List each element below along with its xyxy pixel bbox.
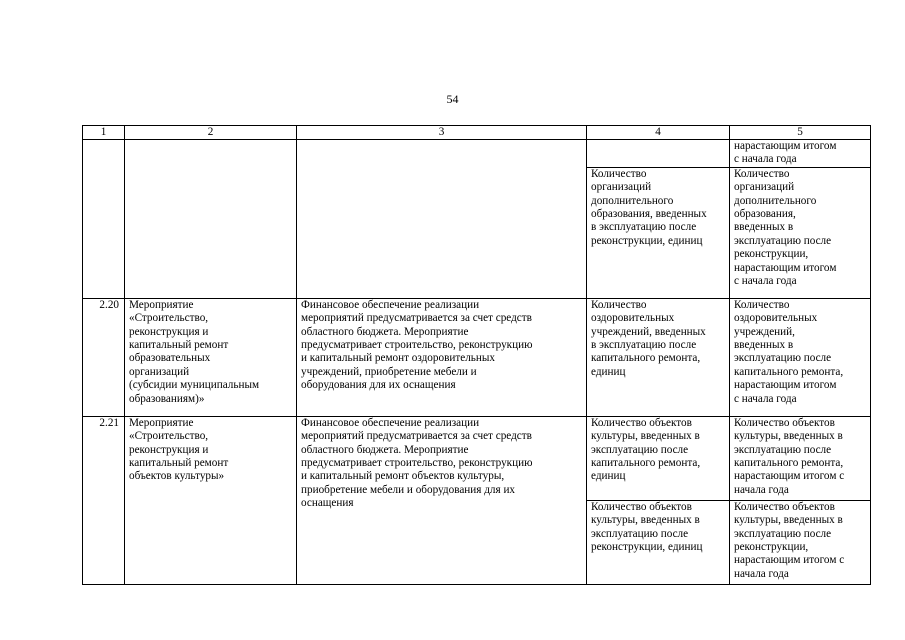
- cumulative-indicator-cell: Количество объектов культуры, введенных в эксплуатацию после реконструкции, нарастающим итогом с начала года: [730, 500, 871, 584]
- cont-cumulative-cell: нарастающим итогом с начала года: [730, 140, 871, 168]
- cumulative-indicator-cell: Количество оздоровительных учреждений, введенных в эксплуатацию после капитального ремонта, нарастающим итогом с начала года: [730, 298, 871, 416]
- table-row: [83, 416, 871, 500]
- indicator-cell: Количество объектов культуры, введенных в эксплуатацию после реконструкции, единиц: [587, 500, 730, 584]
- program-measures-table: [82, 125, 871, 585]
- table-row: [83, 140, 871, 168]
- cumulative-indicator-cell: Количество объектов культуры, введенных в эксплуатацию после капитального ремонта, нарастающим итогом с начала года: [730, 416, 871, 500]
- measure-name: Мероприятие «Строительство, реконструкция и капитальный ремонт образовательных организаций (субсидии муниципальным образованиям)»: [125, 298, 297, 416]
- table-header-row: [83, 126, 871, 140]
- row-number: 2.21: [83, 416, 125, 584]
- page-number: 54: [446, 92, 459, 106]
- cont-name-cell: [125, 140, 297, 299]
- header-cell-4: 4: [587, 126, 730, 140]
- header-cell-5: 5: [730, 126, 871, 140]
- table-row: [83, 298, 871, 416]
- measure-name: Мероприятие «Строительство, реконструкция и капитальный ремонт объектов культуры»: [125, 416, 297, 584]
- header-cell-1: 1: [83, 126, 125, 140]
- cont-num-cell: [83, 140, 125, 299]
- measure-description: Финансовое обеспечение реализации мероприятий предусматривается за счет средств областного бюджета. Мероприятие предусматривает строительство, реконструкцию и капитальный ремонт оздоровительных учреждений, приобретение мебели и оборудования для их оснащения: [297, 298, 587, 416]
- indicator-cell: Количество объектов культуры, введенных в эксплуатацию после капитального ремонта, единиц: [587, 416, 730, 500]
- header-cell-2: 2: [125, 126, 297, 140]
- cont-desc-cell: [297, 140, 587, 299]
- measure-description: Финансовое обеспечение реализации мероприятий предусматривается за счет средств областного бюджета. Мероприятие предусматривает строительство, реконструкцию и капитальный ремонт объектов культуры, приобретение мебели и оборудования для их оснащения: [297, 416, 587, 584]
- header-cell-3: 3: [297, 126, 587, 140]
- cont-indicator-cell: [587, 140, 730, 168]
- cumulative-indicator-cell: Количество организаций дополнительного образования, введенных в эксплуатацию после реконструкции, нарастающим итогом с начала года: [730, 167, 871, 298]
- indicator-cell: Количество оздоровительных учреждений, введенных в эксплуатацию после капитального ремонта, единиц: [587, 298, 730, 416]
- row-number: 2.20: [83, 298, 125, 416]
- indicator-cell: Количество организаций дополнительного образования, введенных в эксплуатацию после реконструкции, единиц: [587, 167, 730, 298]
